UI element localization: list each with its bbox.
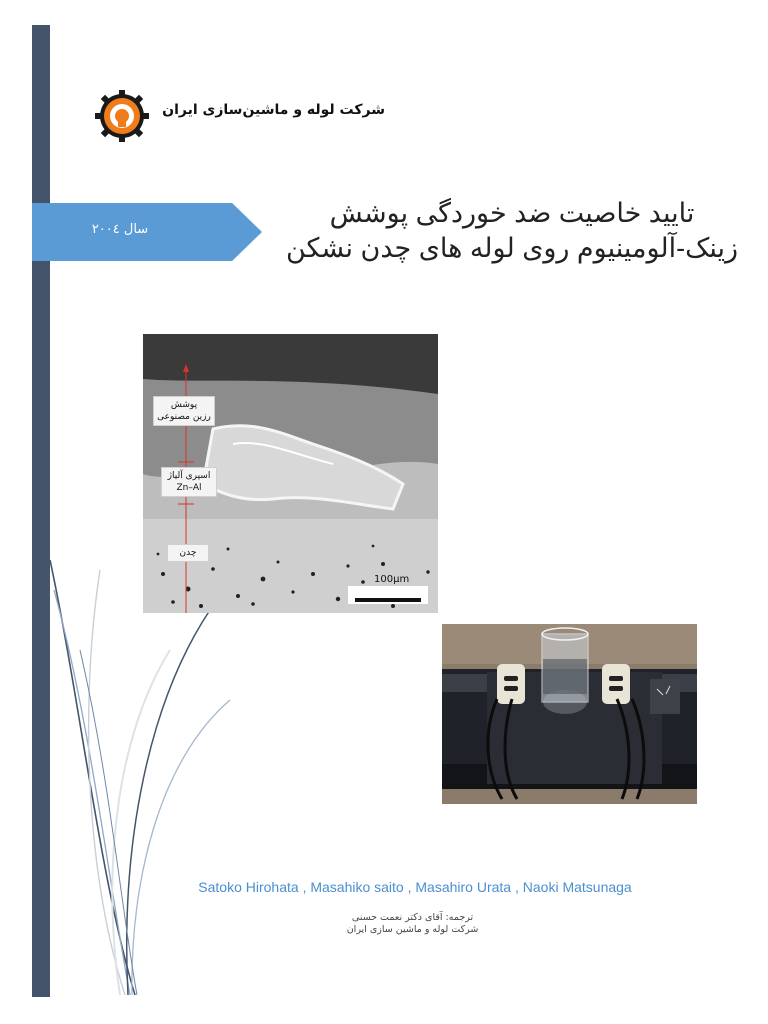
translator-company: شرکت لوله و ماشین سازی ایران [346, 924, 479, 935]
title-line-1: تایید خاصیت ضد خوردگی پوشش [329, 198, 695, 228]
label-cast-iron: چدن [167, 544, 209, 562]
year-label: سال ۲۰۰٤ [91, 222, 149, 237]
pipe-test-photo [442, 624, 697, 804]
label-alloy-line-1: اسپری آلیاژ [167, 471, 211, 481]
label-resin-line-2: رزین مصنوعی [157, 412, 211, 422]
title-line-2: زینک-آلومینیوم روی لوله های چدن نشکن [285, 233, 739, 263]
author-names: Satoko Hirohata , Masahiko saito , Masahiro Urata , Naoki Matsunaga [198, 879, 632, 895]
translation-credit [300, 912, 525, 936]
company-name: شرکت لوله و ماشین‌سازی ایران [162, 102, 385, 118]
label-resin-coating [153, 396, 215, 426]
label-alloy-line-2: Zn–Al [176, 483, 202, 493]
translator-line: ترجمه: آقای دکتر نعمت حسنی [351, 912, 474, 923]
document-title [262, 196, 762, 266]
label-resin-line-1: پوشش [170, 400, 198, 410]
company-logo [92, 90, 152, 142]
label-zn-al-spray [161, 467, 217, 497]
pipe-photo-image [442, 624, 697, 804]
scale-bar-label: 100μm [374, 574, 410, 585]
micrograph-figure [143, 334, 438, 613]
